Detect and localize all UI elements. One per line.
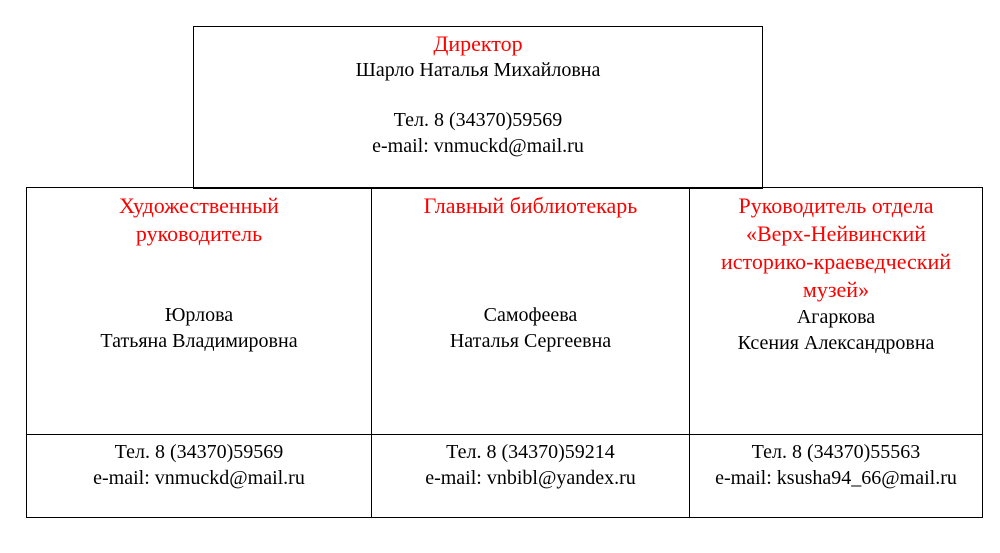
role-line: историко-краеведческий (720, 249, 952, 274)
director-name: Шарло Наталья Михайловна (355, 59, 601, 81)
name-line: Наталья Сергеевна (449, 330, 612, 352)
unit-librarian-role (424, 192, 638, 220)
role-line: руководитель (135, 221, 263, 246)
units-table (26, 187, 983, 518)
unit-librarian-name (450, 302, 611, 354)
unit-art-director-role (119, 192, 279, 248)
contact-email: e-mail: vnbibl@yandex.ru (425, 467, 636, 489)
unit-art-director-cell (27, 188, 372, 435)
unit-art-director-contact (27, 435, 372, 517)
contact-phone: Тел. 8 (34370)55563 (751, 441, 921, 463)
name-line: Ксения Александровна (737, 332, 935, 354)
director-spacer (194, 83, 762, 107)
director-role: Директор (433, 31, 523, 56)
contact-email: e-mail: vnmuckd@mail.ru (93, 467, 305, 489)
unit-museum-name (738, 304, 935, 356)
name-line: Юрлова (164, 304, 234, 326)
director-box (193, 26, 763, 189)
director-email: e-mail: vnmuckd@mail.ru (372, 135, 584, 157)
role-line: музей» (802, 277, 870, 302)
contact-phone: Тел. 8 (34370)59569 (114, 441, 284, 463)
director-phone: Тел. 8 (34370)59569 (393, 109, 563, 131)
contact-phone: Тел. 8 (34370)59214 (446, 441, 615, 463)
role-line: Главный библиотекарь (423, 193, 638, 218)
unit-librarian-contact (372, 435, 690, 517)
role-line: Руководитель отдела (738, 193, 934, 218)
role-line: «Верх-Нейвинский (745, 221, 927, 246)
unit-museum-role (721, 192, 951, 304)
unit-museum-contact (690, 435, 982, 517)
name-line: Татьяна Владимировна (100, 330, 298, 352)
unit-museum-cell (690, 188, 982, 435)
unit-art-director-name (100, 302, 297, 354)
name-line: Самофеева (483, 304, 578, 326)
contact-email: e-mail: ksusha94_66@mail.ru (715, 467, 957, 489)
name-line: Агаркова (796, 306, 876, 328)
unit-librarian-cell (372, 188, 690, 435)
role-line: Художественный (119, 193, 279, 218)
